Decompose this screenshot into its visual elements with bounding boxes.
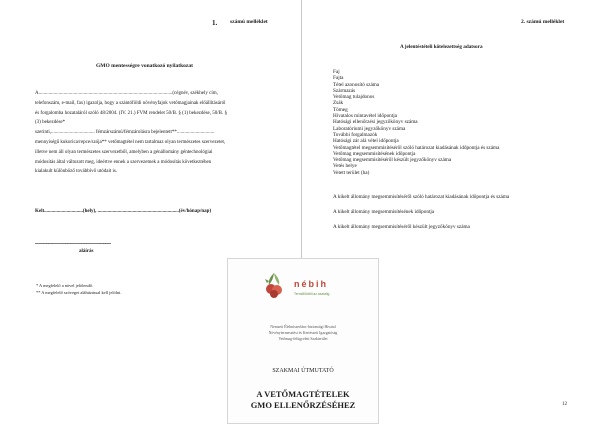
field-item: Hatósági zár alá vétel időpontja [333,138,399,145]
body-line: kialakult különböző továbbívő utódait is. [35,169,118,175]
field-item: Származás [333,87,356,94]
field-item: Vetőmagtétel megsemmisítéséről szóló határozat kiadásának időpontja és száma [333,144,500,151]
field-item: Hatósági ellenőrzési jegyzőkönyv száma [333,119,418,126]
signature-line: ................................................................................ [35,241,112,246]
body-line: módosítás által változott meg, ideértve ennek a szervezetnek a módosítás következtében [35,159,212,165]
field-item: Vetőmag tulajdonos [333,94,375,101]
field-item: Tétel azonosító száma [333,81,380,88]
field-item: A kikelt állomány megsemmisítéséről szóló határozat kiadásának időpontja és száma [333,194,510,200]
field-item: Hivatalos mintavétel időpontja [333,113,397,120]
footnote: * A megfelelő a növel jelölendő. [36,283,94,288]
field-item: Vetőmag megsemmisítéséről készült jegyzőkönyv száma [333,157,452,164]
cover-kind: SZAKMAI ÚTMUTATÓ [272,368,334,374]
cover-title: GMO ELLENŐRZÉSÉHEZ [250,400,356,410]
cover-org-line: Vetőmag-felügyeleti Szakterület [278,337,328,341]
nebih-logo-icon [263,271,285,299]
body-line: szerinti,................................... fémzárszámú/fémzárolásra bejelentett**.............................. [35,130,215,136]
field-item: További forgalmazók [333,131,378,138]
body-line: mennyiségű kukorica/repce/szója** vetőmagtétel nem tartalmaz olyan természetes szervezetet, [35,139,226,145]
declaration-title: GMO mentességre vonatkozó nyilatkozat [96,63,193,69]
cover-brand: nébih [294,279,328,289]
page-number: 12 [562,402,567,407]
cover-org-line: Nemzeti Élelmiszerlánc-biztonsági Hivatal [270,325,336,329]
date-line: Kelt...............................(hely), .................................................................(év/hónap/nap) [35,209,212,214]
body-line: (3) bekezdése* [35,120,66,126]
field-item: Laboratóriumi jegyzőkönyv száma [333,125,406,132]
signature-label: aláírás [79,249,94,254]
field-item: A kikelt állomány megsemmisítéséről készült jegyzőkönyv száma [333,223,470,230]
field-item: Faj [333,69,340,75]
field-item: Vetés helye [333,163,357,170]
body-line: telefonszám, e-mail, fax) igazolja, hogy a szántóföldi növényfajok vetőmagjainak előállításáról [35,100,226,106]
cover-tagline: Termőföldtől az asztalig [294,292,330,296]
footnote: ** A megfelelő szöveget aláhúzással kell jelölni. [36,290,122,295]
destruction-fields [333,194,509,238]
cover-org-line: Növénytermesztési és Kertészeti Igazgatóság [268,331,338,335]
page-divider [301,0,302,258]
field-item: Fajta [333,75,344,82]
left-annex-title: számú melléklet [230,19,268,25]
field-item: A kikelt állomány megsemmisítésének időpontja [333,208,435,215]
body-line: A...........................................................................................................(cégnév, székhely cím, [35,91,218,96]
reporting-fields [333,69,499,176]
right-annex-title: 2. számú melléklet [521,19,565,25]
reporting-title: A jelentéstételi kötelezettség adatsora [400,44,483,50]
body-line: illetve nem áll olyan természetes szervezetből, amelyben a génállomány géntechnológiai [35,149,213,155]
declaration-body [35,91,295,179]
field-item: Vetett terület (ha) [333,169,370,176]
field-item: Tömeg [333,106,348,113]
left-annex-number: 1. [212,19,218,27]
field-item: Zsák [333,100,344,107]
body-line: és forgalomba hozataláról szóló 48/2004. (IV. 21.) FVM rendelet 50/B. § (1) bekezdése, 50/B. § [35,110,227,116]
field-item: Vetőmag megsemmisítésének időpontja [333,150,416,157]
cover-title: A VETŐMAGTÉTELEK [256,389,350,399]
